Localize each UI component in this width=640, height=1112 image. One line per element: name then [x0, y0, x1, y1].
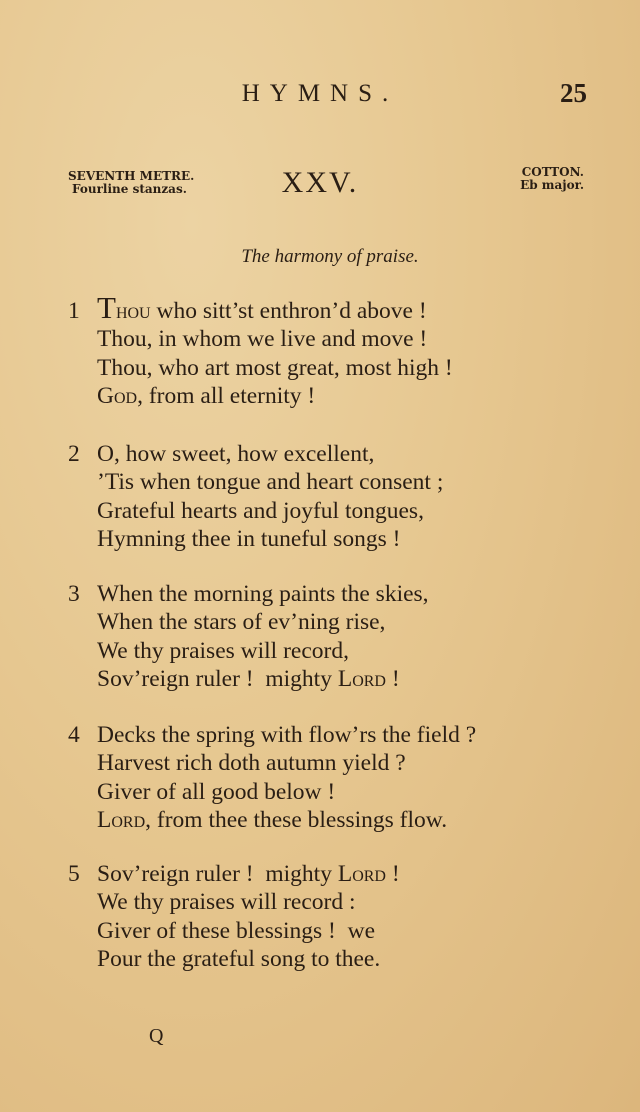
line-text: Sov’reign ruler ! mighty [97, 861, 338, 887]
line-text: Giver of these blessings ! we [97, 917, 376, 944]
line-text: Thou, in whom we live and move ! [97, 326, 428, 353]
verse-number: 2 [68, 441, 80, 467]
verse-number: 5 [68, 861, 80, 887]
tune-name: COTTON. [521, 165, 584, 179]
line-text: who sitt’st enthron’d above ! [150, 298, 427, 324]
line-text: Thou, who art most great, most high ! [97, 354, 453, 381]
small-caps-word: Lord [97, 806, 146, 833]
verse-line [68, 354, 453, 382]
line-text: Pour the grateful song to thee. [97, 945, 381, 972]
verse-line [68, 440, 443, 468]
line-text: When the stars of ev’ning rise, [97, 609, 386, 636]
line-text: O, how sweet, how excellent, [97, 441, 375, 467]
line-text: ’Tis when tongue and heart consent ; [97, 469, 444, 496]
line-text: , from thee these blessings flow. [145, 806, 448, 833]
verse-line [68, 665, 429, 693]
verse-line [68, 778, 476, 806]
initial-letter: T [97, 290, 116, 325]
verse-line [68, 325, 453, 353]
verse-line [68, 888, 400, 916]
stanza-form: Fourline stanzas. [72, 182, 187, 196]
line-text: Hymning thee in tuneful songs ! [97, 525, 401, 552]
hymn-number: XXV. [281, 166, 359, 199]
verse-line [68, 917, 400, 945]
verse [68, 580, 429, 693]
line-text: We thy praises will record : [97, 889, 356, 916]
verse [68, 860, 400, 973]
line-text: Giver of all good below ! [97, 778, 336, 805]
verse [68, 290, 453, 410]
verse-line [68, 290, 453, 325]
page-number: 25 [560, 78, 587, 108]
hymn-subtitle: The harmony of praise. [241, 246, 419, 267]
running-head: HYMNS. [241, 80, 399, 107]
verse-number: 4 [68, 722, 80, 748]
verse-line [68, 806, 476, 834]
line-text: , from all eternity ! [137, 382, 316, 409]
verse-line [68, 497, 443, 525]
tune-label [520, 166, 584, 192]
line-text: Decks the spring with flow’rs the field ? [97, 722, 477, 748]
verse-line [68, 382, 453, 410]
line-text: Grateful hearts and joyful tongues, [97, 497, 424, 524]
small-caps-word: Lord [337, 665, 386, 692]
verse-number: 1 [68, 298, 80, 324]
verse-line [68, 749, 476, 777]
verse-line [68, 637, 429, 665]
metre-name: SEVENTH METRE. [68, 169, 195, 183]
verse-number: 3 [68, 581, 80, 607]
small-caps-word: Lord [337, 861, 386, 887]
signature-mark: Q [149, 1025, 164, 1047]
line-text: ! [385, 665, 400, 692]
line-text: Harvest rich doth autumn yield ? [97, 750, 406, 777]
small-caps-word: God [97, 382, 138, 409]
verse [68, 440, 443, 553]
verse-line [68, 608, 429, 636]
tune-key: Eb major. [520, 178, 584, 192]
line-text: When the morning paints the skies, [97, 581, 429, 607]
verse [68, 721, 476, 834]
line-text: We thy praises will record, [97, 637, 349, 664]
verse-line [68, 860, 400, 888]
verse-line [68, 468, 443, 496]
verse-line [68, 580, 429, 608]
small-caps-word: Thou [97, 290, 151, 325]
line-text: ! [385, 861, 400, 887]
verse-line [68, 945, 400, 973]
verse-line [68, 721, 476, 749]
verse-line [68, 525, 443, 553]
line-text: Sov’reign ruler ! mighty [97, 665, 338, 692]
